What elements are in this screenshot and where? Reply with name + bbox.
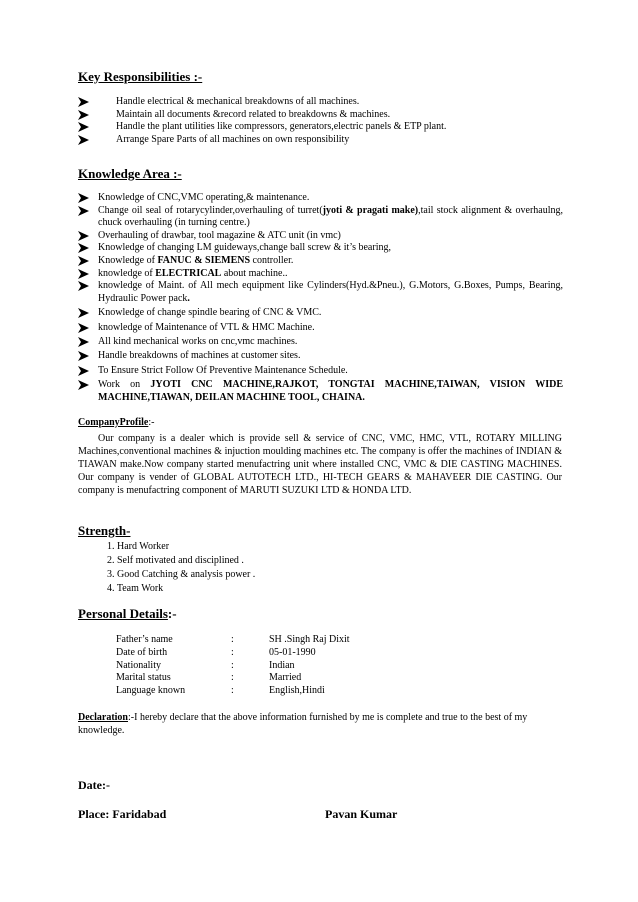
detail-value: 05-01-1990 — [269, 646, 316, 658]
bullet-item — [78, 242, 563, 255]
bullet-text: Handle electrical & mechanical breakdowns of all machines. — [116, 96, 360, 107]
declaration-text: :-I hereby declare that the above information furnished by me is complete and true to the best of my knowledge. — [78, 712, 528, 736]
bullet-text-part: Handle breakdowns of machines at customer sites. — [98, 350, 301, 362]
bullet-text — [98, 336, 563, 349]
bullet-text — [98, 350, 563, 363]
bullet-text-part: Work on — [98, 379, 151, 391]
arrow-bullet-icon — [78, 269, 89, 279]
bullet-text-part: ELECTRICAL — [155, 267, 222, 279]
strength-item: 2. Self motivated and disciplined . — [107, 555, 244, 566]
bullet-text-part: knowledge of — [98, 267, 156, 279]
bullet-item — [78, 379, 563, 404]
detail-label: Nationality — [116, 659, 161, 671]
detail-label: Father’s name — [116, 634, 173, 645]
bullet-item — [78, 205, 563, 230]
detail-separator: : — [231, 646, 234, 658]
arrow-bullet-icon — [78, 323, 89, 333]
bullet-item — [78, 322, 563, 335]
bullet-text-part: Knowledge of CNC,VMC operating,& maintenance. — [98, 192, 310, 203]
bullet-item — [78, 268, 563, 281]
arrow-bullet-icon — [78, 135, 89, 145]
company-profile-label: CompanyProfile — [78, 417, 149, 428]
bullet-text — [98, 379, 563, 404]
bullet-item — [78, 280, 563, 305]
personal-details-table — [116, 634, 419, 698]
bullet-text — [98, 230, 563, 243]
detail-row — [116, 660, 419, 673]
detail-row — [116, 634, 419, 647]
arrow-bullet-icon — [78, 243, 89, 253]
arrow-bullet-icon — [78, 366, 89, 376]
bullet-text-part: Knowledge of changing LM guideways,change ball screw & it’s bearing, — [98, 242, 391, 254]
detail-value: English,Hindi — [269, 685, 325, 697]
knowledge-area-list — [78, 192, 563, 404]
place-label: Place: Faridabad — [78, 807, 167, 821]
detail-separator: : — [231, 659, 234, 671]
detail-label: Language known — [116, 685, 186, 697]
bullet-item — [78, 96, 563, 109]
bullet-text — [98, 255, 563, 268]
company-profile-suffix: :- — [148, 417, 155, 428]
bullet-text-part: FANUC & SIEMENS — [157, 254, 251, 266]
bullet-text — [98, 205, 563, 230]
bullet-text-part: JYOTI CNC MACHINE,RAJKOT, TONGTAI MACHINE,TAIWAN, VISION WIDE MACHINE,TIAWAN, DEILAN MACHINE TOOL, CHAINA. — [98, 379, 563, 403]
bullet-text-part: ,tail stock alignment & overhaulng, chuck overhauling (in turning centre.) — [98, 204, 563, 229]
detail-value: Married — [269, 672, 302, 684]
bullet-item — [78, 230, 563, 243]
arrow-bullet-icon — [78, 351, 89, 361]
bullet-text — [98, 307, 563, 320]
knowledge-area-heading: Knowledge Area :- — [78, 166, 182, 181]
personal-details-heading-line — [78, 606, 177, 622]
bullet-text-part: Knowledge of change spindle bearing of CNC & VMC. — [98, 307, 322, 319]
bullet-text: Maintain all documents &record related to breakdowns & machines. — [116, 108, 391, 120]
strength-item: 1. Hard Worker — [107, 541, 170, 552]
arrow-bullet-icon — [78, 231, 89, 241]
bullet-text-part: knowledge of Maintenance of VTL & HMC Machine. — [98, 321, 315, 333]
bullet-text — [98, 280, 563, 305]
detail-separator: : — [231, 685, 234, 697]
bullet-text-part: All kind mechanical works on cnc,vmc machines. — [98, 335, 298, 347]
detail-value: Indian — [269, 659, 295, 671]
arrow-bullet-icon — [78, 206, 89, 216]
bullet-item — [78, 307, 563, 320]
strength-item: 4. Team Work — [107, 583, 164, 594]
arrow-bullet-icon — [78, 193, 89, 203]
bullet-text-part: . — [187, 292, 190, 304]
company-profile-text: Our company is a dealer which is provide sell & service of CNC, VMC, HMC, VTL, ROTARY MILLING Machines,conventional machines & injuction moulding machines etc. The company is offer the machines of INDIAN & TIAWAN make.Now company started menufactring unit where installed CNC, VMC & DIE CASTING MACHINES. Our company is vender of GLOBAL AUTOTECH LTD., HI-TECH GEARS & MAHAVEER DIE CASTING. Our company is menufactring component of MARUTI SUZUKI LTD & HONDA LTD. — [78, 433, 562, 496]
bullet-text-part: Knowledge of — [98, 254, 158, 266]
personal-details-heading-suffix: :- — [167, 606, 177, 621]
bullet-text: Arrange Spare Parts of all machines on own responsibility — [116, 134, 350, 146]
company-profile-label-line — [78, 417, 154, 428]
date-label: Date:- — [78, 778, 110, 792]
bullet-text-part: knowledge of Maint. of All mech equipment like Cylinders(Hyd.&Pneu.), G.Motors, G.Boxes, Pumps, Bearing, Hydraulic Power pack — [98, 280, 563, 304]
arrow-bullet-icon — [78, 337, 89, 347]
bullet-text — [98, 365, 563, 378]
declaration — [78, 711, 568, 737]
arrow-bullet-icon — [78, 110, 89, 120]
detail-row — [116, 647, 419, 660]
detail-label: Marital status — [116, 672, 171, 684]
bullet-text — [98, 192, 563, 205]
strength-item: 3. Good Catching & analysis power . — [107, 569, 256, 580]
arrow-bullet-icon — [78, 122, 89, 132]
key-responsibilities-heading: Key Responsibilities :- — [78, 69, 203, 84]
bullet-text — [98, 242, 563, 255]
bullet-item — [78, 109, 563, 122]
bullet-item — [78, 336, 563, 349]
bullet-text — [98, 268, 563, 281]
bullet-text: Handle the plant utilities like compressors, generators,electric panels & ETP plant. — [116, 121, 447, 133]
bullet-text-part: about machine.. — [221, 267, 288, 279]
personal-details-heading: Personal Details — [78, 606, 168, 621]
bullet-item — [78, 192, 563, 205]
arrow-bullet-icon — [78, 256, 89, 266]
detail-row — [116, 672, 419, 685]
detail-separator: : — [231, 634, 234, 645]
key-responsibilities-list — [78, 96, 563, 147]
arrow-bullet-icon — [78, 281, 89, 291]
arrow-bullet-icon — [78, 380, 89, 390]
detail-separator: : — [231, 672, 234, 684]
bullet-text-part: Change oil seal of rotarycylinder,overhauling of turret( — [98, 204, 323, 216]
bullet-text-part: Overhauling of drawbar, tool magazine & ATC unit (in vmc) — [98, 229, 341, 241]
detail-label: Date of birth — [116, 646, 168, 658]
bullet-text-part: controller. — [250, 254, 294, 266]
bullet-item — [78, 121, 563, 134]
bullet-item — [78, 350, 563, 363]
arrow-bullet-icon — [78, 97, 89, 107]
strength-list — [107, 540, 255, 596]
bullet-item — [78, 365, 563, 378]
declaration-label: Declaration — [78, 712, 128, 723]
arrow-bullet-icon — [78, 308, 89, 318]
detail-value: SH .Singh Raj Dixit — [269, 634, 350, 645]
bullet-item — [78, 255, 563, 268]
detail-row — [116, 685, 419, 698]
bullet-text-part: To Ensure Strict Follow Of Preventive Maintenance Schedule. — [98, 364, 348, 376]
bullet-text-part: jyoti & pragati make) — [322, 204, 419, 216]
signature-name: Pavan Kumar — [325, 807, 398, 821]
bullet-text — [98, 322, 563, 335]
bullet-item — [78, 134, 563, 147]
strength-heading: Strength- — [78, 523, 131, 538]
